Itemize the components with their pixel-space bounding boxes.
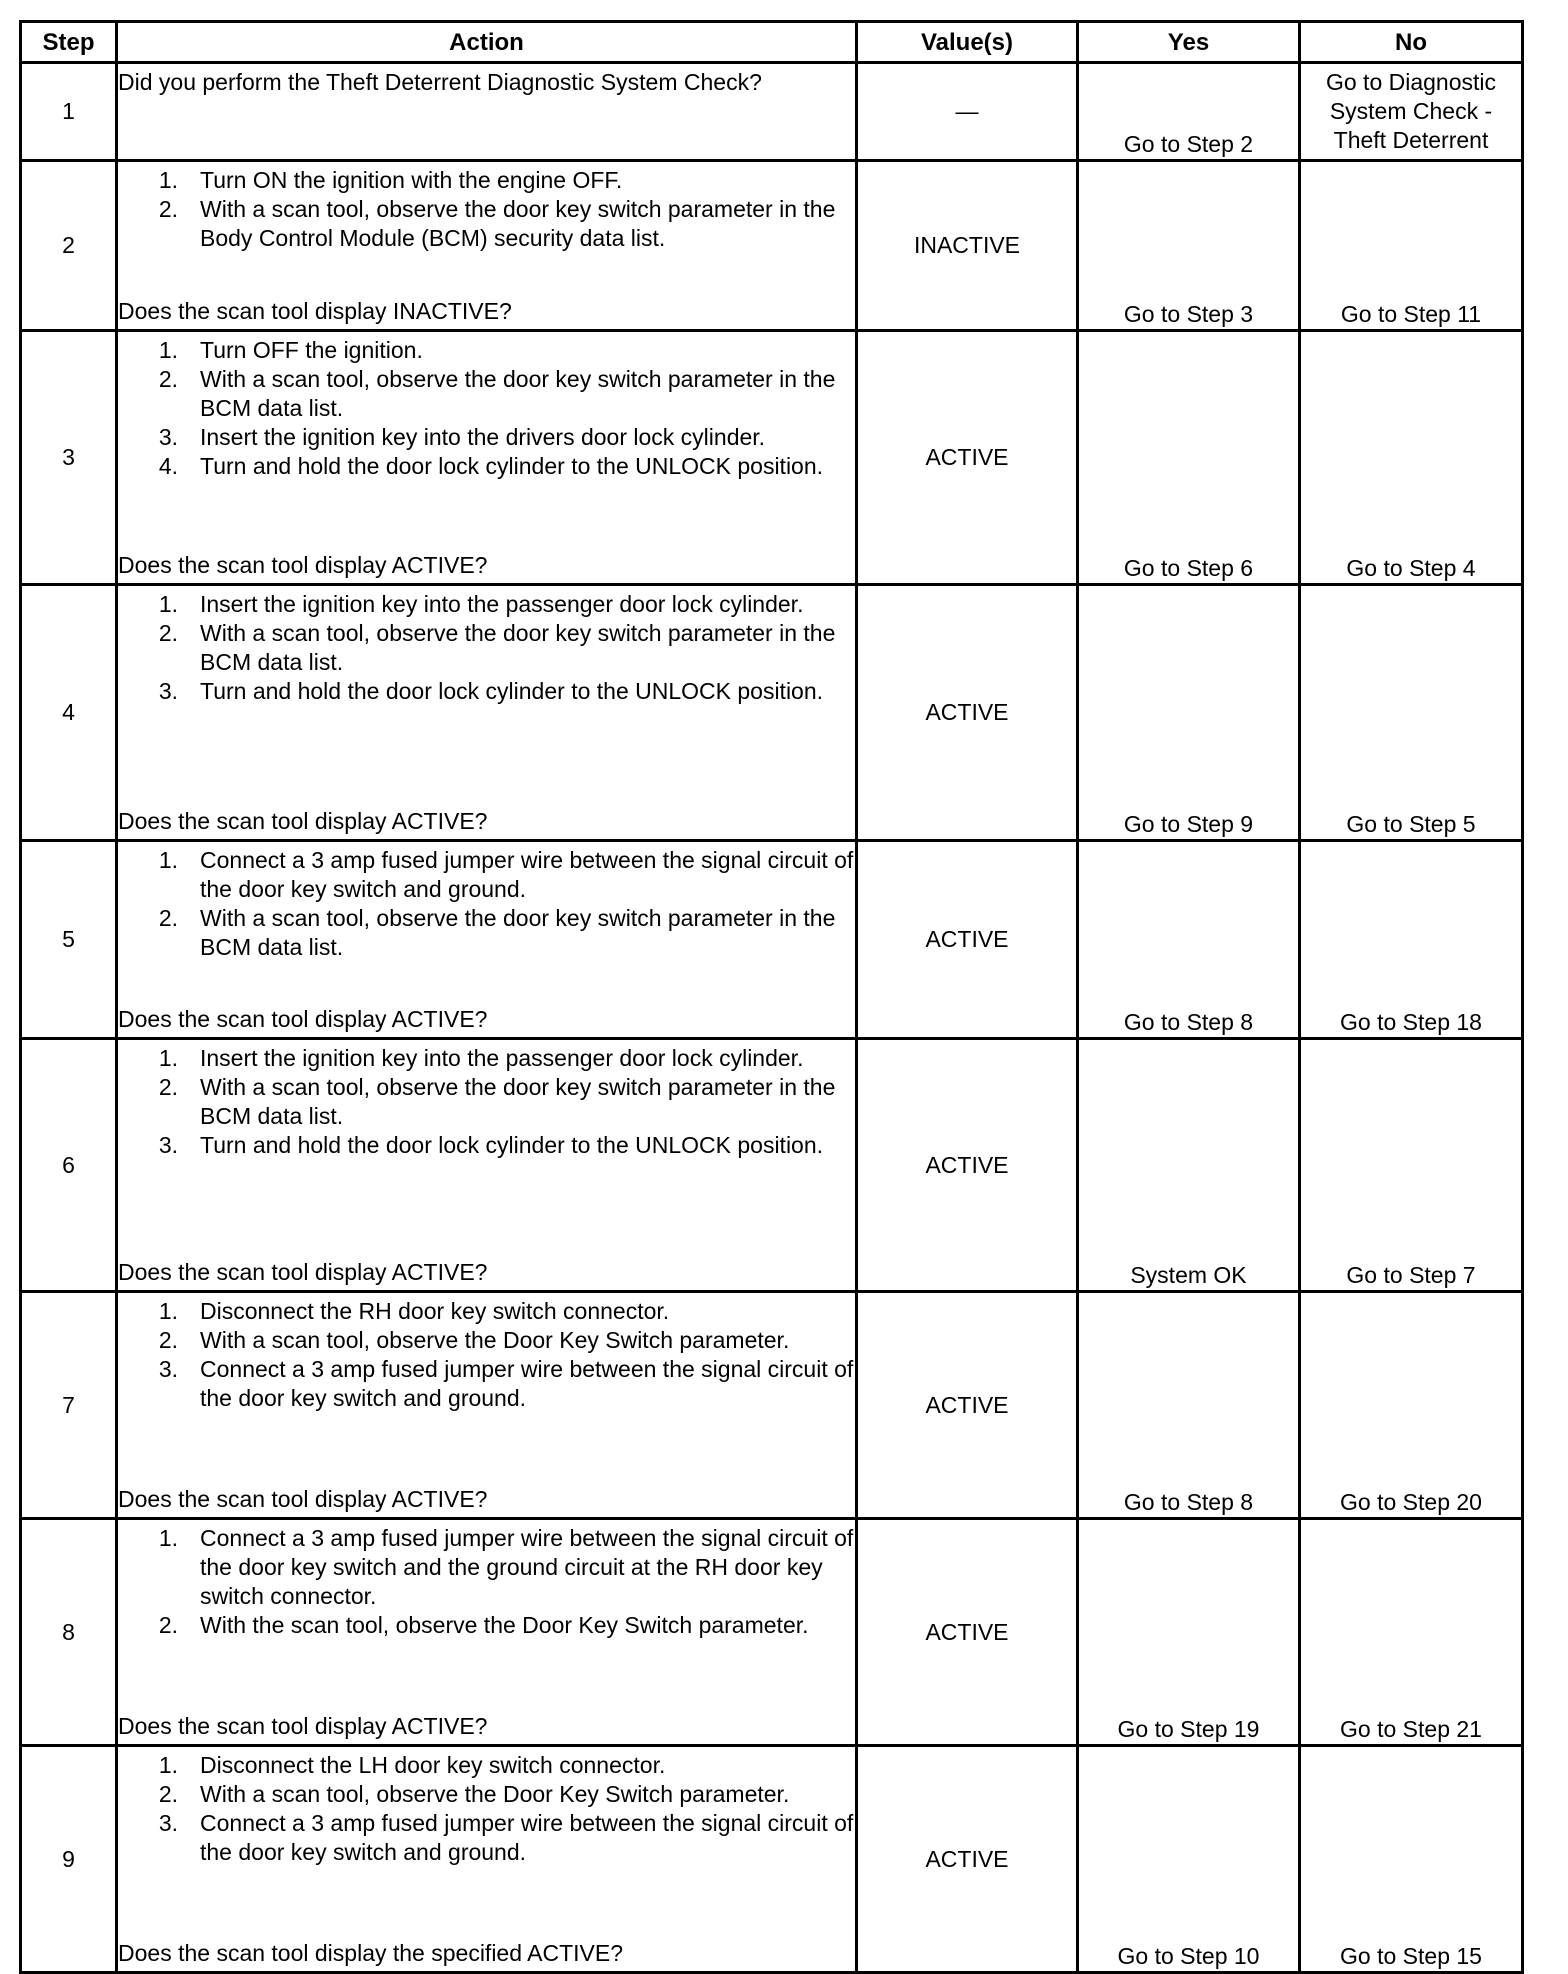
instruction-item bbox=[118, 1751, 855, 1780]
yes-result: Go to Step 6 bbox=[1078, 331, 1300, 585]
value-cell: — bbox=[857, 63, 1078, 161]
diagnostic-table bbox=[19, 20, 1524, 1974]
step-number: 9 bbox=[21, 1746, 117, 1973]
instruction-number: 1. bbox=[158, 337, 178, 363]
action-content bbox=[118, 162, 855, 329]
instruction-list bbox=[118, 1751, 855, 1867]
header-action: Action bbox=[117, 22, 857, 63]
action-question: Does the scan tool display ACTIVE? bbox=[118, 1486, 488, 1512]
step-number: 5 bbox=[21, 841, 117, 1039]
instruction-text: With a scan tool, observe the Door Key Switch parameter. bbox=[200, 1781, 790, 1807]
instruction-text: Insert the ignition key into the passenger door lock cylinder. bbox=[200, 591, 804, 617]
instruction-text: Turn ON the ignition with the engine OFF. bbox=[200, 167, 623, 193]
action-content bbox=[118, 64, 855, 159]
action-cell bbox=[117, 841, 857, 1039]
value-cell: INACTIVE bbox=[857, 161, 1078, 331]
instruction-text: Turn and hold the door lock cylinder to the UNLOCK position. bbox=[200, 1132, 824, 1158]
value-cell: ACTIVE bbox=[857, 1519, 1078, 1746]
no-result: Go to Step 4 bbox=[1300, 331, 1523, 585]
instruction-number: 1. bbox=[158, 167, 178, 193]
instruction-text: Disconnect the RH door key switch connector. bbox=[200, 1298, 670, 1324]
action-content bbox=[118, 332, 855, 583]
instruction-text: Connect a 3 amp fused jumper wire between the signal circuit of the door key switch and the ground circuit at the RH door key switch connector. bbox=[200, 1525, 854, 1609]
table-row bbox=[21, 585, 1523, 841]
instruction-text: Connect a 3 amp fused jumper wire between the signal circuit of the door key switch and ground. bbox=[200, 1356, 854, 1411]
instruction-number: 1. bbox=[158, 1298, 178, 1324]
instruction-item bbox=[118, 846, 855, 904]
table-body bbox=[21, 63, 1523, 1973]
instruction-item bbox=[118, 1131, 855, 1160]
instruction-text: With the scan tool, observe the Door Key Switch parameter. bbox=[200, 1612, 809, 1638]
action-question: Does the scan tool display the specified ACTIVE? bbox=[118, 1940, 624, 1966]
instruction-item bbox=[118, 1355, 855, 1413]
value-cell: ACTIVE bbox=[857, 585, 1078, 841]
action-question: Does the scan tool display ACTIVE? bbox=[118, 1006, 488, 1032]
instruction-item bbox=[118, 1073, 855, 1131]
value-cell: ACTIVE bbox=[857, 841, 1078, 1039]
instruction-item bbox=[118, 904, 855, 962]
action-question: Does the scan tool display INACTIVE? bbox=[118, 298, 512, 324]
action-cell bbox=[117, 161, 857, 331]
table-row bbox=[21, 841, 1523, 1039]
instruction-text: Insert the ignition key into the drivers door lock cylinder. bbox=[200, 424, 766, 450]
instruction-number: 3. bbox=[158, 1132, 178, 1158]
instruction-number: 1. bbox=[158, 1525, 178, 1551]
action-cell bbox=[117, 585, 857, 841]
instruction-item bbox=[118, 166, 855, 195]
step-number: 8 bbox=[21, 1519, 117, 1746]
no-result: Go to Step 18 bbox=[1300, 841, 1523, 1039]
instruction-list bbox=[118, 166, 855, 253]
step-number: 3 bbox=[21, 331, 117, 585]
instruction-item bbox=[118, 1524, 855, 1611]
instruction-text: Turn and hold the door lock cylinder to the UNLOCK position. bbox=[200, 453, 824, 479]
instruction-text: Connect a 3 amp fused jumper wire between the signal circuit of the door key switch and ground. bbox=[200, 1810, 854, 1865]
action-question: Did you perform the Theft Deterrent Diagnostic System Check? bbox=[118, 69, 762, 95]
instruction-list bbox=[118, 1297, 855, 1413]
header-no: No bbox=[1300, 22, 1523, 63]
table-row bbox=[21, 63, 1523, 161]
action-question: Does the scan tool display ACTIVE? bbox=[118, 1259, 488, 1285]
value-cell: ACTIVE bbox=[857, 1746, 1078, 1973]
no-result: Go to Step 20 bbox=[1300, 1292, 1523, 1519]
instruction-number: 3. bbox=[158, 1356, 178, 1382]
yes-result: Go to Step 2 bbox=[1078, 63, 1300, 161]
no-result: Go to Step 7 bbox=[1300, 1039, 1523, 1292]
action-question: Does the scan tool display ACTIVE? bbox=[118, 552, 488, 578]
action-cell bbox=[117, 63, 857, 161]
instruction-text: With a scan tool, observe the door key switch parameter in the Body Control Module (BCM) security data list. bbox=[200, 196, 836, 251]
instruction-number: 1. bbox=[158, 1752, 178, 1778]
instruction-number: 1. bbox=[158, 1045, 178, 1071]
instruction-number: 4. bbox=[158, 453, 178, 479]
value-cell: ACTIVE bbox=[857, 1039, 1078, 1292]
action-content bbox=[118, 586, 855, 839]
no-result: Go to Step 21 bbox=[1300, 1519, 1523, 1746]
instruction-item bbox=[118, 365, 855, 423]
instruction-list bbox=[118, 336, 855, 481]
instruction-list bbox=[118, 1044, 855, 1160]
value-cell: ACTIVE bbox=[857, 1292, 1078, 1519]
instruction-number: 1. bbox=[158, 591, 178, 617]
instruction-number: 2. bbox=[158, 620, 178, 646]
instruction-item bbox=[118, 1611, 855, 1640]
action-question: Does the scan tool display ACTIVE? bbox=[118, 808, 488, 834]
instruction-number: 3. bbox=[158, 1810, 178, 1836]
instruction-item bbox=[118, 590, 855, 619]
action-cell bbox=[117, 1039, 857, 1292]
instruction-item bbox=[118, 336, 855, 365]
table-row bbox=[21, 161, 1523, 331]
instruction-number: 3. bbox=[158, 424, 178, 450]
instruction-item bbox=[118, 1297, 855, 1326]
no-result: Go to Step 15 bbox=[1300, 1746, 1523, 1973]
instruction-text: Turn OFF the ignition. bbox=[200, 337, 423, 363]
action-content bbox=[118, 1520, 855, 1744]
instruction-item bbox=[118, 452, 855, 481]
instruction-text: Turn and hold the door lock cylinder to the UNLOCK position. bbox=[200, 678, 824, 704]
instruction-number: 2. bbox=[158, 1074, 178, 1100]
table-row bbox=[21, 1292, 1523, 1519]
table-row bbox=[21, 331, 1523, 585]
instruction-item bbox=[118, 677, 855, 706]
instruction-list bbox=[118, 590, 855, 706]
action-content bbox=[118, 1747, 855, 1971]
instruction-number: 2. bbox=[158, 1327, 178, 1353]
instruction-list bbox=[118, 846, 855, 962]
instruction-text: With a scan tool, observe the door key switch parameter in the BCM data list. bbox=[200, 620, 836, 675]
instruction-number: 2. bbox=[158, 1612, 178, 1638]
yes-result: Go to Step 8 bbox=[1078, 1292, 1300, 1519]
value-cell: ACTIVE bbox=[857, 331, 1078, 585]
table-row bbox=[21, 1039, 1523, 1292]
instruction-text: Insert the ignition key into the passenger door lock cylinder. bbox=[200, 1045, 804, 1071]
instruction-item bbox=[118, 195, 855, 253]
instruction-text: With a scan tool, observe the Door Key Switch parameter. bbox=[200, 1327, 790, 1353]
header-row bbox=[21, 22, 1523, 63]
instruction-text: With a scan tool, observe the door key switch parameter in the BCM data list. bbox=[200, 905, 836, 960]
action-content bbox=[118, 1293, 855, 1517]
instruction-item bbox=[118, 423, 855, 452]
instruction-text: With a scan tool, observe the door key switch parameter in the BCM data list. bbox=[200, 1074, 836, 1129]
table-row bbox=[21, 1746, 1523, 1973]
step-number: 1 bbox=[21, 63, 117, 161]
instruction-number: 2. bbox=[158, 905, 178, 931]
action-cell bbox=[117, 1746, 857, 1973]
yes-result: Go to Step 3 bbox=[1078, 161, 1300, 331]
no-result: Go to Diagnostic System Check - Theft Deterrent bbox=[1300, 63, 1523, 161]
table-row bbox=[21, 1519, 1523, 1746]
action-content bbox=[118, 842, 855, 1037]
instruction-number: 2. bbox=[158, 196, 178, 222]
yes-result: Go to Step 9 bbox=[1078, 585, 1300, 841]
yes-result: System OK bbox=[1078, 1039, 1300, 1292]
step-number: 2 bbox=[21, 161, 117, 331]
instruction-item bbox=[118, 1044, 855, 1073]
no-result: Go to Step 11 bbox=[1300, 161, 1523, 331]
header-yes: Yes bbox=[1078, 22, 1300, 63]
step-number: 6 bbox=[21, 1039, 117, 1292]
instruction-number: 2. bbox=[158, 1781, 178, 1807]
header-values: Value(s) bbox=[857, 22, 1078, 63]
instruction-number: 2. bbox=[158, 366, 178, 392]
instruction-text: With a scan tool, observe the door key switch parameter in the BCM data list. bbox=[200, 366, 836, 421]
instruction-text: Disconnect the LH door key switch connector. bbox=[200, 1752, 666, 1778]
instruction-text: Connect a 3 amp fused jumper wire between the signal circuit of the door key switch and ground. bbox=[200, 847, 854, 902]
action-cell bbox=[117, 1519, 857, 1746]
instruction-number: 1. bbox=[158, 847, 178, 873]
instruction-item bbox=[118, 619, 855, 677]
action-content bbox=[118, 1040, 855, 1290]
header-step: Step bbox=[21, 22, 117, 63]
action-cell bbox=[117, 331, 857, 585]
instruction-item bbox=[118, 1809, 855, 1867]
no-result: Go to Step 5 bbox=[1300, 585, 1523, 841]
yes-result: Go to Step 19 bbox=[1078, 1519, 1300, 1746]
step-number: 7 bbox=[21, 1292, 117, 1519]
step-number: 4 bbox=[21, 585, 117, 841]
action-question: Does the scan tool display ACTIVE? bbox=[118, 1713, 488, 1739]
instruction-number: 3. bbox=[158, 678, 178, 704]
instruction-item bbox=[118, 1780, 855, 1809]
instruction-item bbox=[118, 1326, 855, 1355]
instruction-list bbox=[118, 1524, 855, 1640]
yes-result: Go to Step 8 bbox=[1078, 841, 1300, 1039]
yes-result: Go to Step 10 bbox=[1078, 1746, 1300, 1973]
action-cell bbox=[117, 1292, 857, 1519]
